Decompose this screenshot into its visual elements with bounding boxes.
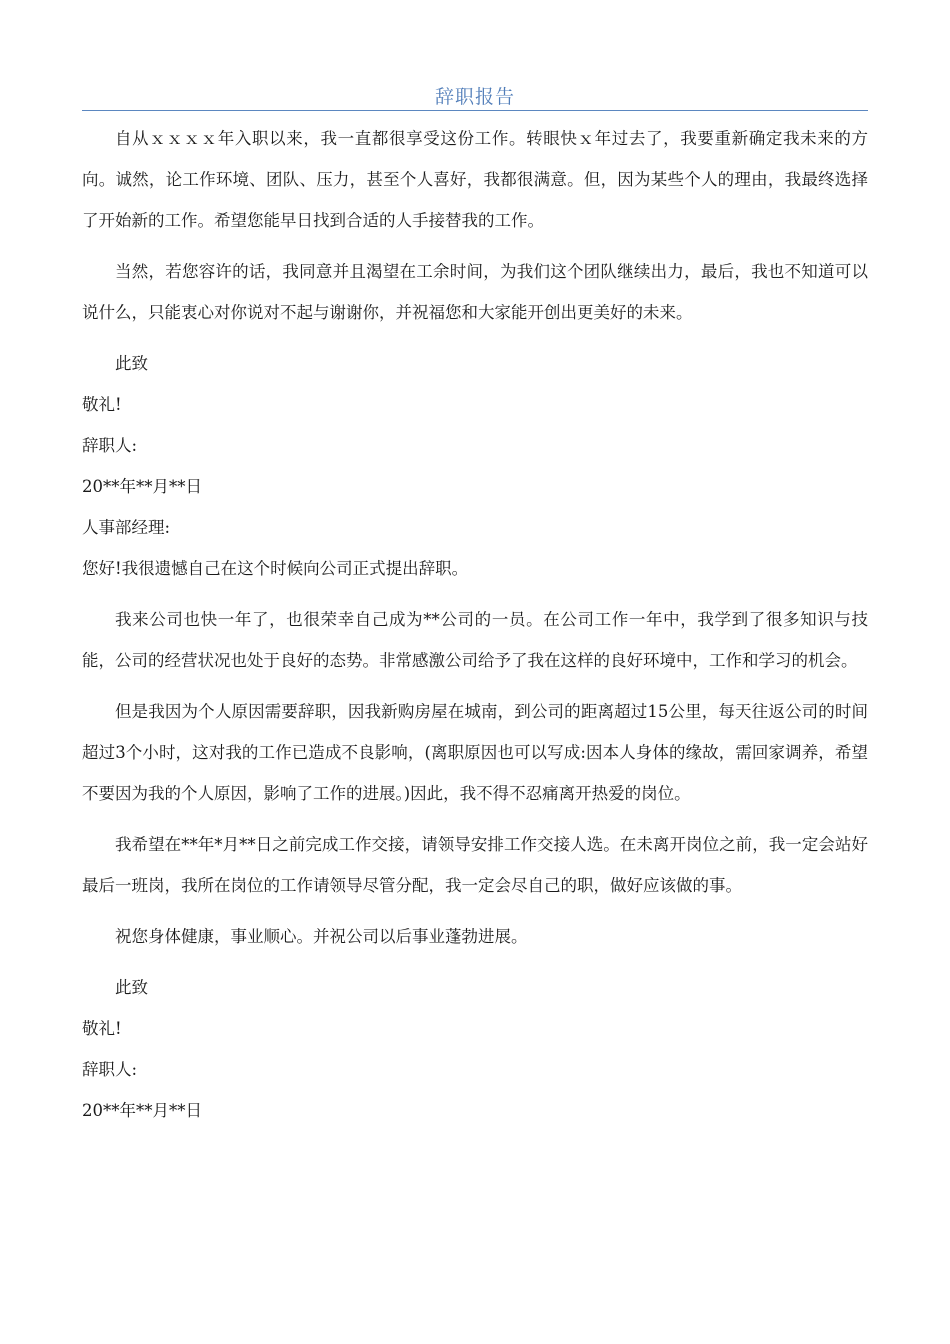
- resigner-label: 辞职人:: [82, 1060, 138, 1079]
- page-header: [82, 80, 868, 111]
- paragraph: 我希望在**年*月**日之前完成工作交接，请领导安排工作交接人选。在未离开岗位之前，我一定会站好最后一班岗，我所在岗位的工作请领导尽管分配，我一定会尽自己的职，做好应该做的事。: [82, 835, 868, 895]
- closing-jingli: 敬礼!: [82, 395, 122, 414]
- resigner-label: 辞职人:: [82, 436, 138, 455]
- paragraph: 我来公司也快一年了，也很荣幸自己成为**公司的一员。在公司工作一年中，我学到了很多知识与技能，公司的经营状况也处于良好的态势。非常感激公司给予了我在这样的良好环境中，工作和学习的机会。: [82, 610, 868, 670]
- page-title: 辞职报告: [434, 86, 515, 108]
- greeting: 您好!我很遗憾自己在这个时候向公司正式提出辞职。: [82, 559, 469, 578]
- closing-cizhi: 此致: [115, 978, 148, 997]
- paragraph: 当然，若您容许的话，我同意并且渴望在工余时间，为我们这个团队继续出力，最后，我也不知道可以说什么，只能衷心对你说对不起与谢谢你，并祝福您和大家能开创出更美好的未来。: [82, 262, 868, 322]
- letter-body: [82, 118, 868, 1131]
- paragraph: 自从ｘｘｘｘ年入职以来，我一直都很享受这份工作。转眼快ｘ年过去了，我要重新确定我未来的方向。诚然，论工作环境、团队、压力，甚至个人喜好，我都很满意。但，因为某些个人的理由，我最终选择了开始新的工作。希望您能早日找到合适的人手接替我的工作。: [82, 129, 868, 230]
- salutation: 人事部经理:: [82, 518, 171, 537]
- date-line: 20**年**月**日: [82, 1101, 202, 1120]
- paragraph: 祝您身体健康，事业顺心。并祝公司以后事业蓬勃进展。: [115, 927, 528, 946]
- paragraph: 但是我因为个人原因需要辞职，因我新购房屋在城南，到公司的距离超过15公里，每天往返公司的时间超过3个小时，这对我的工作已造成不良影响，(离职原因也可以写成:因本人身体的缘故，需回家调养，希望不要因为我的个人原因，影响了工作的进展。)因此，我不得不忍痛离开热爱的岗位。: [82, 702, 868, 803]
- date-line: 20**年**月**日: [82, 477, 202, 496]
- closing-cizhi: 此致: [115, 354, 148, 373]
- closing-jingli: 敬礼!: [82, 1019, 122, 1038]
